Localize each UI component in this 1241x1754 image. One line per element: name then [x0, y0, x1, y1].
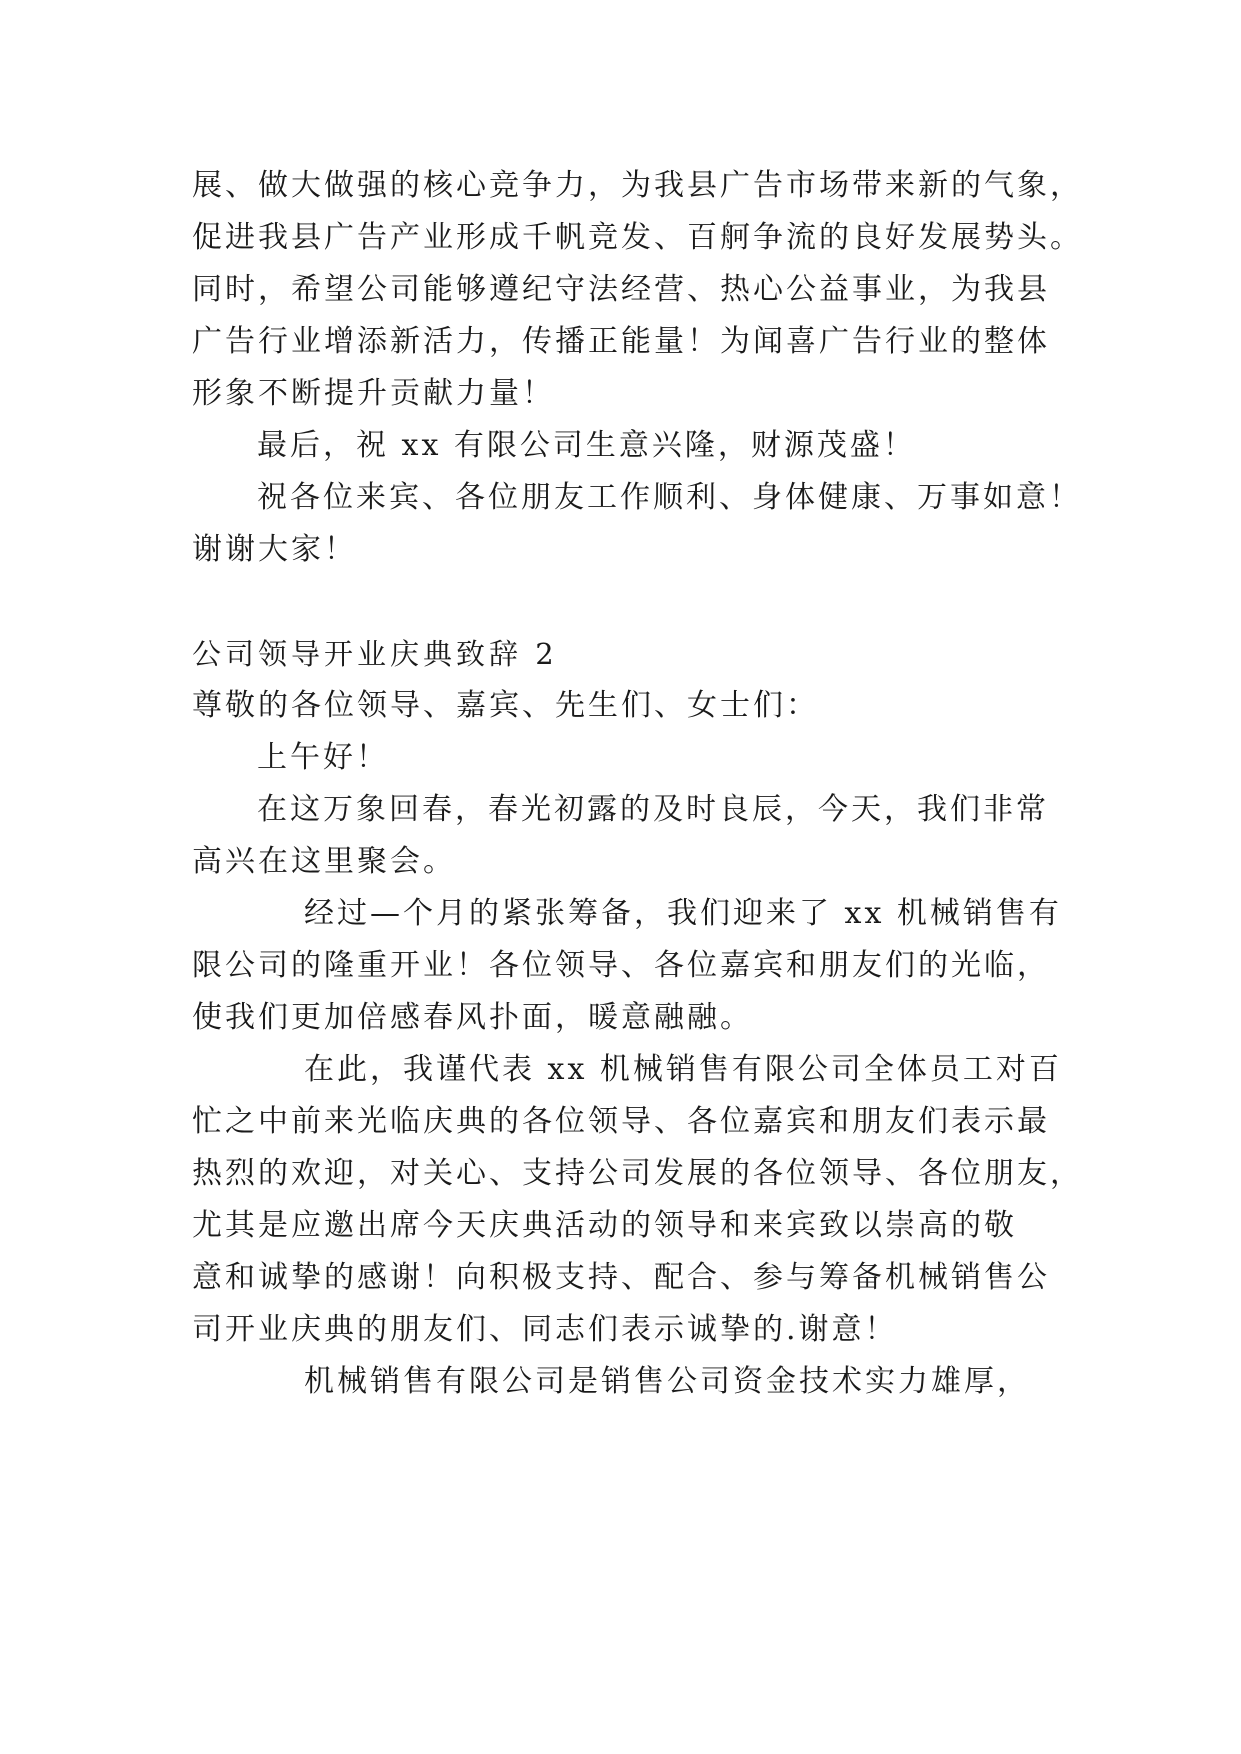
text-line: 上午好！ [257, 740, 389, 775]
text-line: 使我们更加倍感春风扑面，暖意融融。 [192, 1000, 753, 1035]
text-line: 谢谢大家！ [192, 532, 357, 567]
text-line: 同时，希望公司能够遵纪守法经营、热心公益事业，为我县 [192, 272, 1050, 307]
section-title: 公司领导开业庆典致辞 2 [192, 637, 558, 671]
text-line: 司开业庆典的朋友们、同志们表示诚挚的.谢意！ [192, 1312, 898, 1347]
text-line: 限公司的隆重开业！各位领导、各位嘉宾和朋友们的光临， [192, 948, 1050, 983]
text-line: 高兴在这里聚会。 [192, 844, 456, 879]
text-line: 忙之中前来光临庆典的各位领导、各位嘉宾和朋友们表示最 [192, 1104, 1050, 1139]
text-line: 尊敬的各位领导、嘉宾、先生们、女士们： [192, 688, 819, 723]
text-line: 展、做大做强的核心竞争力，为我县广告市场带来新的气象， [192, 168, 1083, 203]
text-line: 最后，祝 xx 有限公司生意兴隆，财源茂盛！ [257, 428, 916, 463]
text-line: 在这万象回春，春光初露的及时良辰，今天，我们非常 [257, 792, 1049, 827]
text-line: 祝各位来宾、各位朋友工作顺利、身体健康、万事如意！ [257, 480, 1082, 515]
text-line: 在此，我谨代表 xx 机械销售有限公司全体员工对百 [304, 1052, 1062, 1087]
text-line: 尤其是应邀出席今天庆典活动的领导和来宾致以崇高的敬 [192, 1208, 1017, 1243]
text-line: 机械销售有限公司是销售公司资金技术实力雄厚， [304, 1364, 1030, 1399]
text-line: 广告行业增添新活力，传播正能量！为闻喜广告行业的整体 [192, 324, 1050, 359]
text-line: 意和诚挚的感谢！向积极支持、配合、参与筹备机械销售公 [192, 1260, 1050, 1295]
text-line: 促进我县广告产业形成千帆竞发、百舸争流的良好发展势头。 [192, 220, 1083, 255]
text-line: 热烈的欢迎，对关心、支持公司发展的各位领导、各位朋友， [192, 1156, 1083, 1191]
text-line: 形象不断提升贡献力量！ [192, 376, 555, 411]
text-line: 经过—个月的紧张筹备，我们迎来了 xx 机械销售有 [304, 896, 1062, 931]
